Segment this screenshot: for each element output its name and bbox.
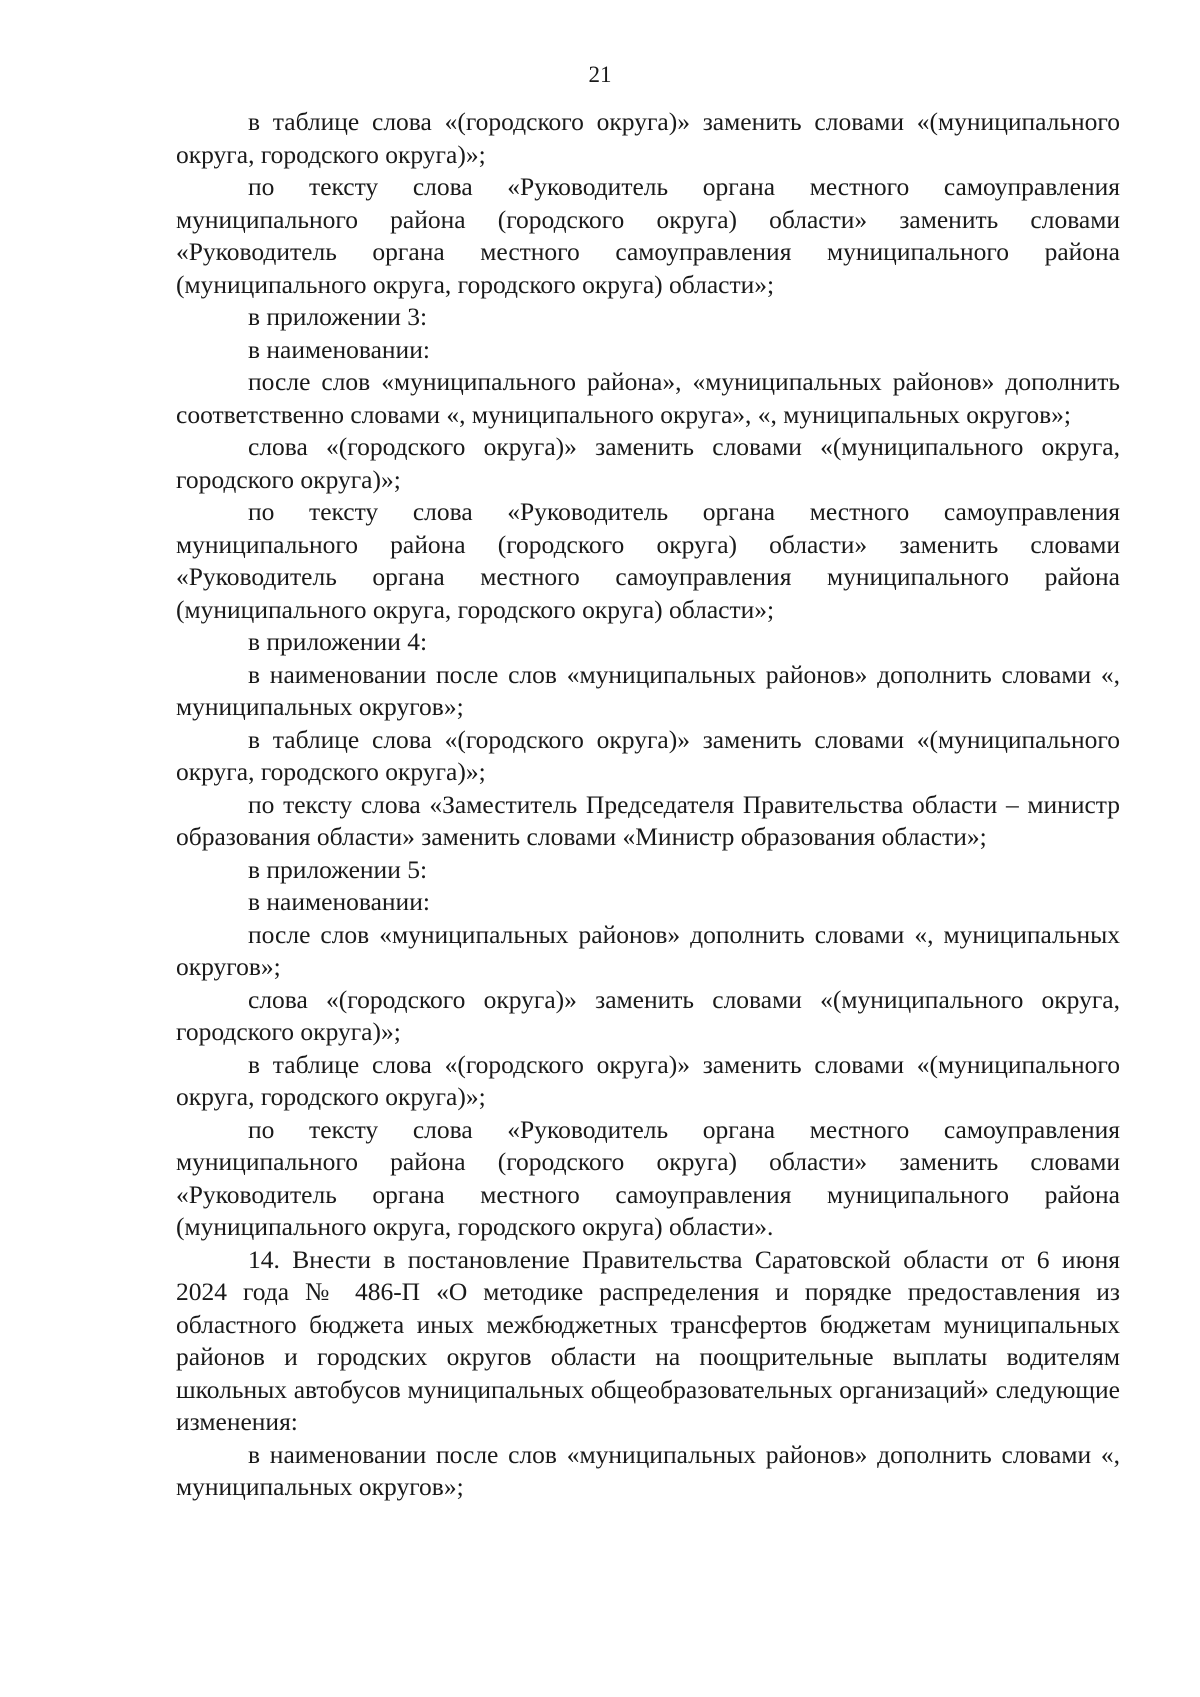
paragraph: в приложении 3: [248, 302, 428, 331]
document-body [176, 106, 1120, 1504]
page-number: 21 [588, 62, 612, 87]
paragraph: в наименовании: [248, 334, 430, 364]
paragraph: в наименовании после слов «муниципальных районов» дополнить словами «, муниципальных округов»; [176, 1439, 1120, 1501]
paragraph: после слов «муниципальных районов» дополнить словами «, муниципальных округов»; [176, 919, 1120, 981]
paragraph: в таблице слова «(городского округа)» заменить словами «(муниципального округа, городского округа)»; [176, 724, 1120, 786]
paragraph: в таблице слова «(городского округа)» заменить словами «(муниципального округа, городского округа)»; [176, 1049, 1120, 1111]
paragraph: в приложении 4: [248, 627, 428, 656]
paragraph: в приложении 5: [248, 854, 428, 884]
paragraph: по тексту слова «Руководитель органа местного самоуправления муниципального района (городского округа) области» заменить словами «Руководитель органа местного самоуправления муниципального района (муниципального округа, городского округа) области»; [176, 172, 1120, 299]
paragraph: по тексту слова «Руководитель органа местного самоуправления муниципального района (городского округа) области» заменить словами «Руководитель органа местного самоуправления муниципального района (муниципального округа, городского округа) области»; [176, 497, 1120, 624]
paragraph: в наименовании: [248, 887, 430, 916]
paragraph: после слов «муниципального района», «муниципальных районов» дополнить соответственно словами «, муниципального округа», «, муниципальных округов»; [176, 367, 1120, 429]
paragraph: в таблице слова «(городского округа)» заменить словами «(муниципального округа, городского округа)»; [176, 107, 1120, 169]
paragraph: в наименовании после слов «муниципальных районов» дополнить словами «, муниципальных округов»; [176, 659, 1120, 721]
paragraph: 14. Внести в постановление Правительства Саратовской области от 6 июня 2024 года № 486-П «О методике распределения и порядке предоставления из областного бюджета иных межбюджетных трансфертов бюджетам муниципальных районов и городских округов области на поощрительные выплаты водителям школьных автобусов муниципальных общеобразовательных организаций» следующие изменения: [176, 1244, 1120, 1436]
paragraph: слова «(городского округа)» заменить словами «(муниципального округа, городского округа)»; [176, 432, 1120, 494]
paragraph: по тексту слова «Руководитель органа местного самоуправления муниципального района (городского округа) области» заменить словами «Руководитель органа местного самоуправления муниципального района (муниципального округа, городского округа) области». [176, 1114, 1120, 1241]
paragraph: слова «(городского округа)» заменить словами «(муниципального округа, городского округа)»; [176, 984, 1120, 1046]
paragraph: по тексту слова «Заместитель Председателя Правительства области – министр образования области» заменить словами «Министр образования области»; [176, 789, 1120, 851]
